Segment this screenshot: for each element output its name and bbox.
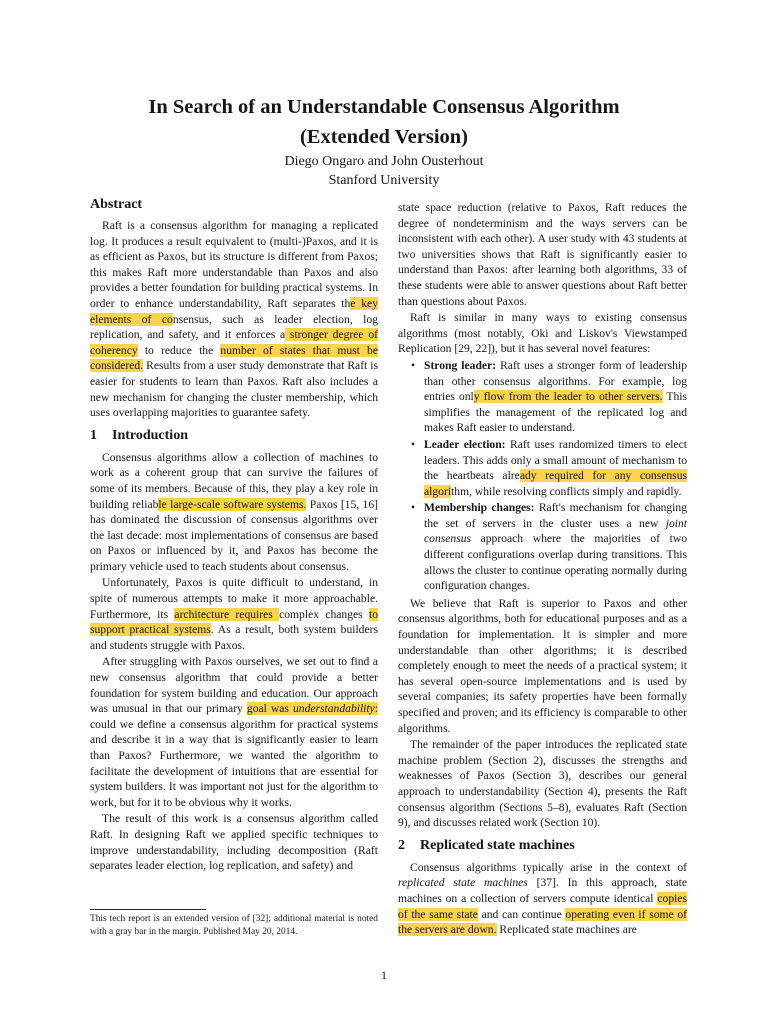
intro-paragraph-3 <box>90 654 378 810</box>
bullet-icon: • <box>411 437 416 451</box>
section-2-paragraph <box>398 860 687 938</box>
abstract-paragraph <box>90 218 378 421</box>
left-column <box>90 196 378 875</box>
right-column <box>398 200 687 939</box>
emphasis: joint consensus <box>424 516 687 546</box>
intro-paragraph-4 <box>90 811 378 873</box>
body-text: Raft's mechanism for changing the set of servers in the cluster uses a new <box>424 501 687 530</box>
body-text: Consensus algorithms typically arise in the context of <box>410 860 687 874</box>
list-item <box>411 500 687 594</box>
footnote-rule <box>90 909 206 910</box>
highlight-italic: understandability <box>292 702 375 716</box>
body-text: could we define a consensus algorithm for practical systems and describe it in a way that is significantly easier to learn than Paxos? Furthermore, we wanted the algorithm to facilitate the development of intuitions that are essential for system builders. It was important not just for the algorithm to work, but for it to be obvious why it works. <box>90 717 378 809</box>
body-text: [37]. In this approach, state machines on a collection of servers compute identical <box>398 876 687 905</box>
body-text: This simplifies the management of the replicated log and makes Raft easier to understand. <box>424 390 687 435</box>
bullet-icon: • <box>411 501 416 515</box>
feature-list <box>398 358 687 594</box>
list-item <box>411 437 688 499</box>
title-line-1: In Search of an Understandable Consensus Algorithm <box>148 96 620 118</box>
abstract-text: to reduce the <box>137 343 221 357</box>
list-item-label: Leader election: <box>424 437 506 451</box>
highlight: number of states that must be considered. <box>90 343 379 373</box>
highlight: operating even if some of the servers are down. <box>398 907 687 937</box>
emphasis: replicated state machines <box>398 876 528 890</box>
section-number: 2 <box>398 837 405 853</box>
highlight: le large-scale software systems. <box>158 497 307 511</box>
highlight: architecture requires <box>174 607 280 621</box>
body-text: thm, while resolving conflicts simply and rapidly. <box>451 484 682 498</box>
intro-paragraph-6: We believe that Raft is superior to Paxos and other consensus algorithms, both for educational purposes and as a foundation for implementation. It is simpler and more understandable than other algorithms; it is described completely enough to meet the needs of a practical system; it has several open-source implementations and is used by several companies; its safety properties have been formally specified and proven; and its efficiency is comparable to other algorithms. <box>398 596 687 735</box>
section-title: Introduction <box>112 427 188 443</box>
body-text: and can continue <box>477 907 566 921</box>
section-2-heading <box>398 837 687 855</box>
body-text: The result of this work is a consensus algorithm called Raft. In designing Raft we applied specific techniques to improve understandability, including decomposition (Raft separates leader election, log replication, and safety) and <box>90 812 378 873</box>
paper-title <box>0 92 768 152</box>
body-text: After struggling with Paxos ourselves, we set out to find a new consensus algorithm that could provide a better foundation for system building and education. Our approach was unusual in that our primary <box>90 655 378 716</box>
body-text: Consensus algorithms allow a collection of machines to work as a coherent group that can survive the failures of some of its members. Because of this, they play a key role in building reliab <box>90 450 378 511</box>
authors: Diego Ongaro and John Ousterhout <box>284 154 484 169</box>
highlight: to support practical systems <box>90 607 378 637</box>
author-block <box>0 152 768 190</box>
section-number: 1 <box>90 427 97 443</box>
body-text: Raft uses randomized timers to elect leaders. This adds only a small amount of mechanism to the heartbeats alre <box>424 437 688 483</box>
intro-paragraph-7: The remainder of the paper introduces the replicated state machine problem (Section 2), discusses the strengths and weaknesses of Paxos (Section 3), describes our general approach to understandability (Section 4), presents the Raft consensus algorithm (Sections 5–8), evaluates Raft (Section 9), and discusses related work (Section 10). <box>398 738 687 830</box>
body-text: Unfortunately, Paxos is quite difficult to understand, in spite of numerous attempts to make it more approachable. Furthermore, its <box>90 576 378 621</box>
page-number: 1 <box>381 968 387 982</box>
bullet-icon: • <box>411 358 416 372</box>
highlight: goal was <box>246 702 293 716</box>
section-1-heading <box>90 427 378 445</box>
highlight: stronger degree of coherency <box>90 328 378 357</box>
list-item <box>411 358 687 436</box>
highlight: : <box>374 702 378 716</box>
footnote: This tech report is an extended version of [32]; additional material is noted with a gray bar in the margin. Published May 20, 2014. <box>90 914 378 937</box>
body-text: complex changes <box>279 607 369 621</box>
highlight: e key elements of co <box>90 296 378 326</box>
intro-paragraph-5: Raft is similar in many ways to existing consensus algorithms (most notably, Oki and Liskov's Viewstamped Replication [29, 22]), but it has several novel features: <box>398 311 687 356</box>
body-text: approach where the majorities of two different configurations overlap during transitions. This allows the cluster to continue operating normally during configuration changes. <box>424 532 687 593</box>
body-text: . As a result, both system builders and students struggle with Paxos. <box>90 623 378 652</box>
abstract-text: nsensus, such as leader election, log replication, and safety, and it enforces a <box>90 312 378 342</box>
highlight: y flow from the leader to other servers. <box>473 390 663 404</box>
title-line-2: (Extended Version) <box>299 126 468 148</box>
highlight: copies of the same state <box>398 891 687 921</box>
abstract-text: Raft is a consensus algorithm for managing a replicated log. It produces a result equivalent to (multi-)Paxos, and it is as efficient as Paxos, but its structure is different from Paxos; this makes Raft more understandable than Paxos and also provides a better foundation for building practical systems. In order to enhance understandability, Raft separates th <box>90 219 378 310</box>
intro-paragraph-1 <box>90 450 378 575</box>
intro-paragraph-4-cont: state space reduction (relative to Paxos, Raft reduces the degree of nondeterminism and the ways servers can be inconsistent with each other). A user study with 43 students at two universities shows that Raft is significantly easier to understand than Paxos: after learning both algorithms, 33 of these students were able to answer questions about Raft better than questions about Paxos. <box>398 201 687 308</box>
affiliation: Stanford University <box>328 173 440 188</box>
abstract-heading: Abstract <box>90 197 143 212</box>
highlight: ady required for any consensus algori <box>424 469 688 498</box>
list-item-label: Membership changes: <box>424 501 535 515</box>
abstract-text: Results from a user study demonstrate that Raft is easier for students to learn than Paxos. Raft also includes a new mechanism for changing the cluster membership, which uses overlapping majorities to guarantee safety. <box>90 359 378 420</box>
body-text: Paxos [15, 16] has dominated the discussion of consensus algorithms over the last decade: most implementations of consensus are based on Paxos or influenced by it, and Paxos has become the primary vehicle used to teach students about consensus. <box>90 497 378 573</box>
section-title: Replicated state machines <box>420 837 575 853</box>
intro-paragraph-2 <box>90 575 378 653</box>
body-text: Replicated state machines are <box>496 923 637 937</box>
list-item-label: Strong leader: <box>424 358 497 372</box>
body-text: Raft uses a stronger form of leadership than other consensus algorithms. For example, log entries onl <box>424 358 687 404</box>
